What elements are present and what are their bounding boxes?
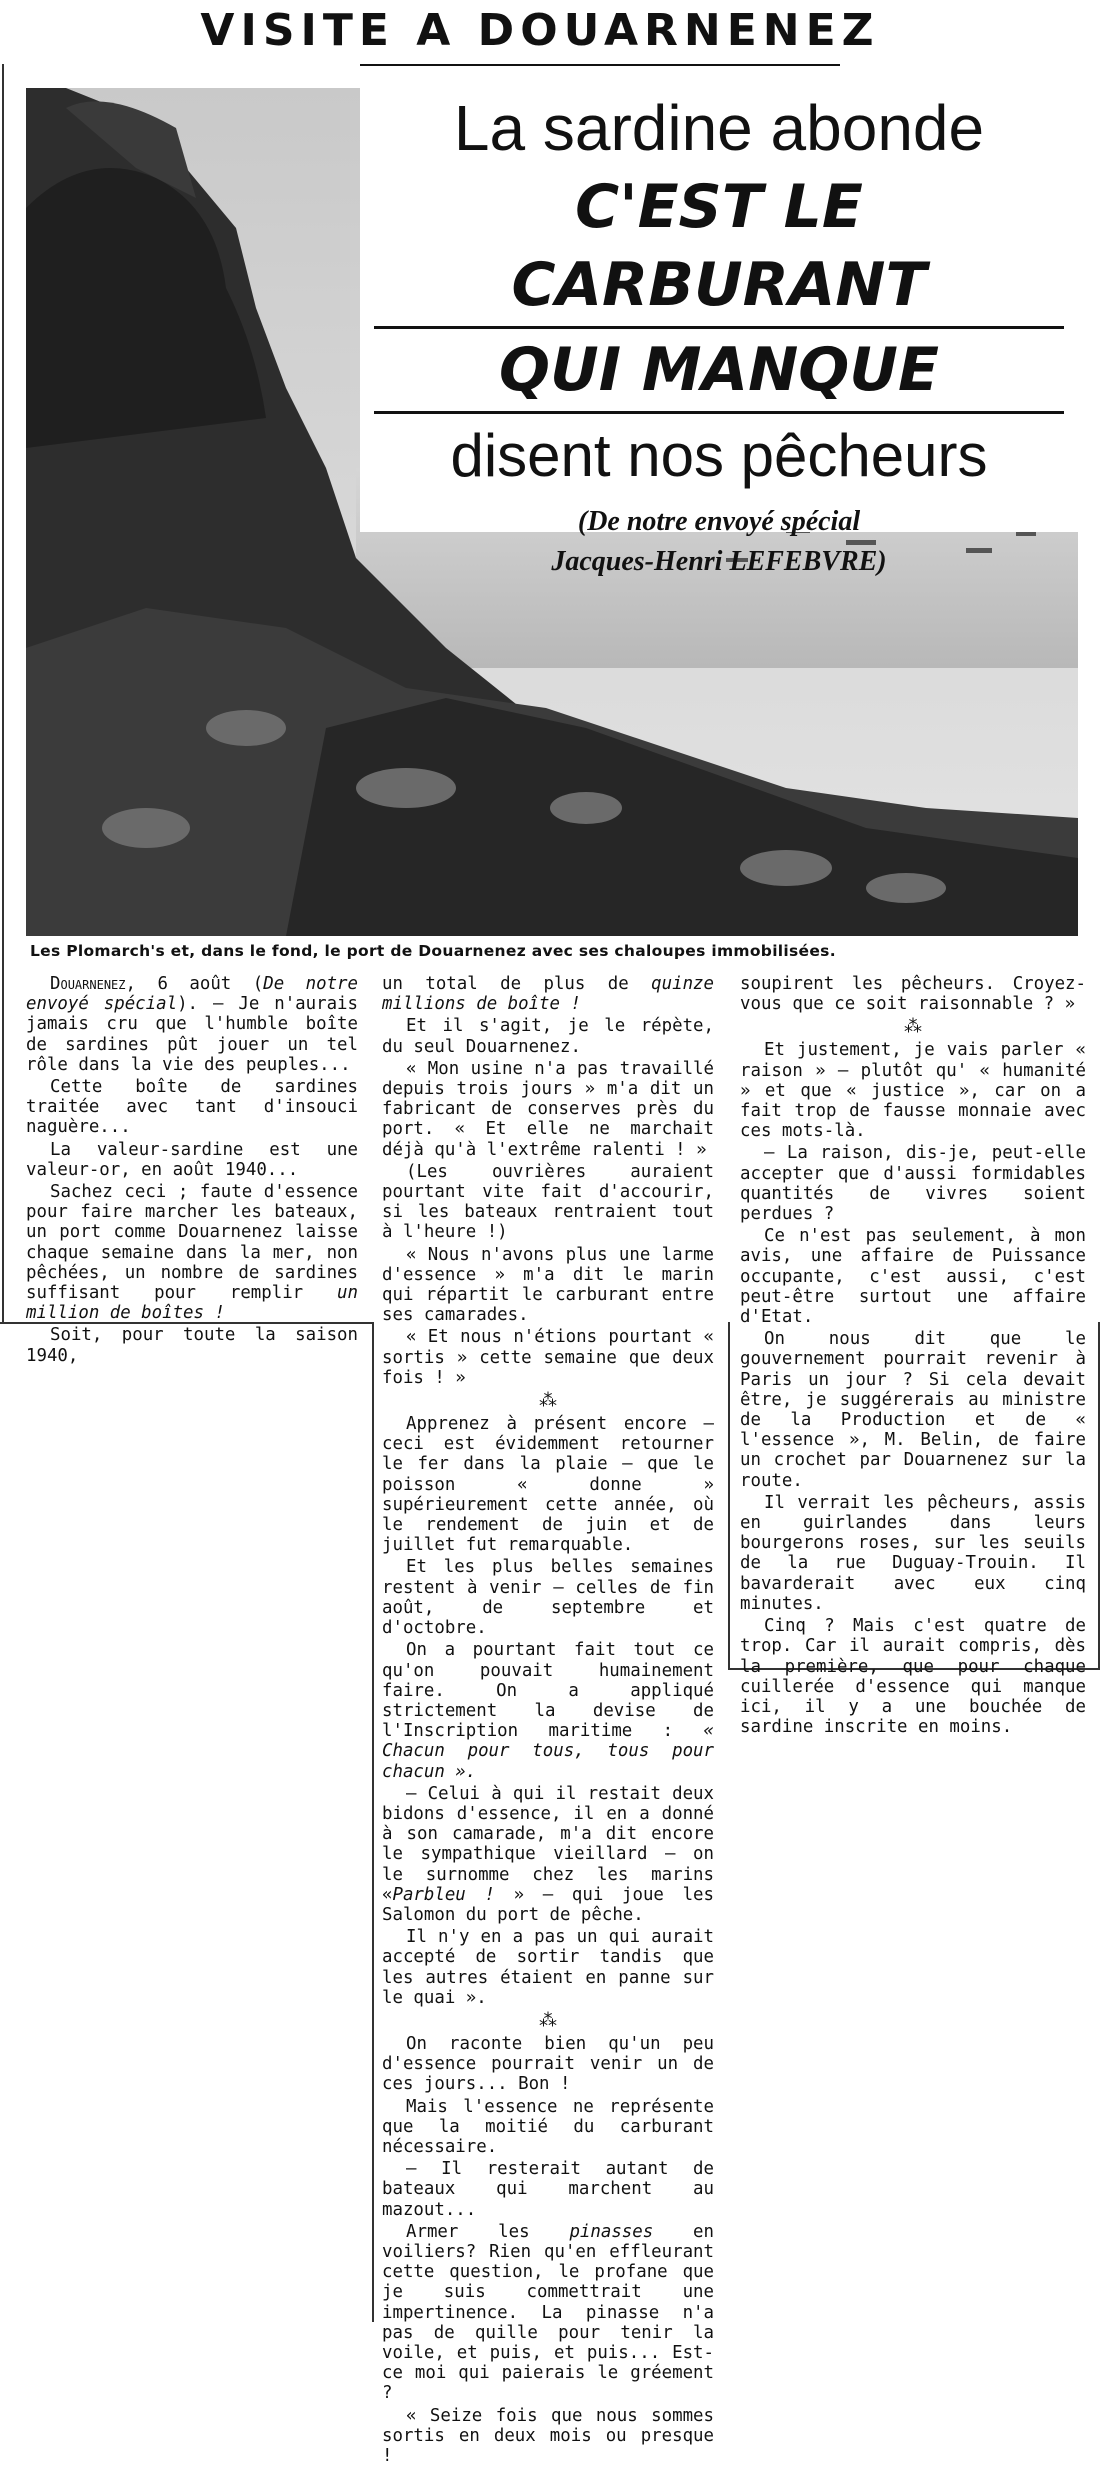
paragraph: — Il resterait autant de bateaux qui marchent au mazout... (382, 2159, 714, 2220)
column-rule (1098, 1322, 1100, 1668)
column-2 (382, 974, 714, 2468)
paragraph: Et il s'agit, je le répète, du seul Douarnenez. (382, 1016, 714, 1057)
paragraph: La valeur-sardine est une valeur-or, en août 1940... (26, 1139, 358, 1180)
asterism-separator: ⁂ (539, 1390, 557, 1412)
paragraph: Et les plus belles semaines restent à venir — celles de fin août, de septembre et d'octobre. (382, 1557, 714, 1639)
paragraph: Et justement, je vais parler « raison » — plutôt qu' « humanité » et que « justice », car on a fait trop de fausse monnaie avec ces mots-là. (740, 1040, 1086, 1142)
paragraph-text: On a pourtant fait tout ce qu'on pouvait humainement faire. On a appliqué strictement la devise de l'Inscription maritime : (382, 1640, 714, 1742)
paragraph-text: Sachez ceci ; faute d'essence pour faire marcher les bateaux, un port comme Douarnenez laisse chaque semaine dans la mer, non pêchées, un nombre de sardines suffisant pour remplir (26, 1182, 358, 1304)
paragraph-text: ). — Je n'aurais jamais cru que l'humble boîte de sardines pût jouer un tel rôle dans la vie des peuples... (26, 994, 358, 1075)
paragraph: Cette boîte de sardines traitée avec tant d'insouci naguère... (26, 1077, 358, 1138)
column-rule (372, 1322, 374, 2322)
paragraph: Il verrait les pêcheurs, assis en guirlandes dans leurs bourgerons roses, sur les seuils de la rue Duguay-Trouin. Il bavarderait avec eux cinq minutes. (740, 1492, 1086, 1614)
paragraph-text: un total de plus de (382, 974, 629, 994)
paragraph: soupirent les pêcheurs. Croyez-vous que ce soit raisonnable ? » (740, 974, 1086, 1015)
paragraph: (Les ouvrières auraient pourtant vite fait d'accourir, si les bateaux rentraient tout à l'heure !) (382, 1161, 714, 1243)
paragraph (382, 1784, 714, 1925)
byline-2: Jacques-Henri LEFEBVRE) (551, 546, 887, 577)
paragraph: On raconte bien qu'un peu d'essence pourrait venir un de ces jours... Bon ! (382, 2033, 714, 2095)
paragraph-text: — Celui à qui il restait deux bidons d'essence, il en a donné à son camarade, m'a dit encore le sympathique vieillard — on le surnomme chez les marins « (382, 1783, 714, 1905)
paragraph: Il n'y en a pas un qui aurait accepté de sortir tandis que les autres étaient en panne sur le quai ». (382, 1927, 714, 2008)
asterism-separator: ⁂ (539, 2009, 557, 2031)
headline-rule (374, 411, 1064, 414)
paragraph-italic: un million de boîtes ! (26, 1283, 358, 1324)
paragraph-italic: pinasses (569, 2221, 654, 2242)
byline-1: (De notre envoyé spécial (577, 506, 861, 537)
paragraph (382, 1640, 714, 1781)
paragraph: « Nous n'avons plus une larme d'essence » m'a dit le marin qui répartit le carburant entre ses camarades. (382, 1244, 714, 1326)
paragraph (382, 2222, 714, 2404)
column-3 (740, 974, 1086, 1739)
dateline-place: Douarnenez (50, 974, 126, 994)
headline-line-3: QUI MANQUE (498, 335, 939, 405)
paragraph (26, 974, 358, 1075)
paragraph-italic: « Chacun pour tous, tous pour chacun ». (382, 1721, 714, 1782)
paragraph: Apprenez à présent encore — ceci est évidemment retourner le fer dans la plaie — que le poisson « donne » supérieurement cette année, où le rendement de juin et de juillet fut remarquable. (382, 1414, 714, 1556)
paragraph: « Et nous n'étions pourtant « sortis » cette semaine que deux fois ! » (382, 1327, 714, 1388)
column-rule (728, 1322, 730, 1668)
paragraph-text: » — qui joue les Salomon du port de pêche. (382, 1884, 714, 1925)
paragraph-italic: Parbleu ! (392, 1884, 495, 1905)
headline-line-2: C'EST LE CARBURANT (511, 172, 927, 320)
paragraph: Mais l'essence ne représente que la moitié du carburant nécessaire. (382, 2096, 714, 2157)
asterism-separator: ⁂ (904, 1016, 922, 1038)
paragraph (26, 1182, 358, 1323)
headline-line-4: disent nos pêcheurs (450, 422, 988, 489)
dateline-credit: De notre envoyé spécial (26, 974, 359, 1015)
dateline-date: , 6 août ( (125, 974, 264, 994)
paragraph: Ce n'est pas seulement, à mon avis, une affaire de Puissance occupante, c'est aussi, c'est peut-être surtout une affaire d'Etat. (740, 1226, 1086, 1328)
paragraph: On nous dit que le gouvernement pourrait revenir à Paris un jour ? Si cela devait être, je suggérerais au ministre de la Production et de « l'essence », M. Belin, de faire un crochet par Douarnenez sur la route. (740, 1329, 1086, 1491)
photo-caption: Les Plomarch's et, dans le fond, le port de Douarnenez avec ses chaloupes immobilisées. (30, 942, 836, 960)
paragraph (382, 974, 714, 1014)
paragraph: Soit, pour toute la saison 1940, (26, 1325, 358, 1366)
kicker-headline: VISITE A DOUARNENEZ (200, 5, 880, 56)
headline-block (360, 88, 1078, 577)
paragraph-text: Armer les (406, 2221, 530, 2242)
headline-line-1: La sardine abonde (453, 92, 985, 164)
paragraph: « Mon usine n'a pas travaillé depuis trois jours » m'a dit un fabricant de conserves près du port. « Et elle ne marchait déjà qu'à l'extrême ralenti ! » (382, 1058, 714, 1160)
column-1 (26, 974, 358, 1368)
headline-rule (374, 326, 1064, 329)
paragraph: « Seize fois que nous sommes sortis en deux mois ou presque ! (382, 2405, 714, 2467)
paragraph-text: en voiliers? Rien qu'en effleurant cette question, le profane que je suis commettrait une impertinence. La pinasse n'a pas de quille pour tenir la voile, et puis, et puis... Est-ce moi qui paierais le gréement ? (382, 2221, 714, 2404)
paragraph-italic: quinze millions de boîte ! (382, 974, 714, 1015)
paragraph: Cinq ? Mais c'est quatre de trop. Car il aurait compris, dès la première, que pour chaque cuillerée d'essence qui manque ici, il y a une bouchée de sardine inscrite en moins. (740, 1616, 1086, 1738)
paragraph: — La raison, dis-je, peut-elle accepter que d'aussi formidables quantités de vivres soient perdues ? (740, 1143, 1086, 1225)
